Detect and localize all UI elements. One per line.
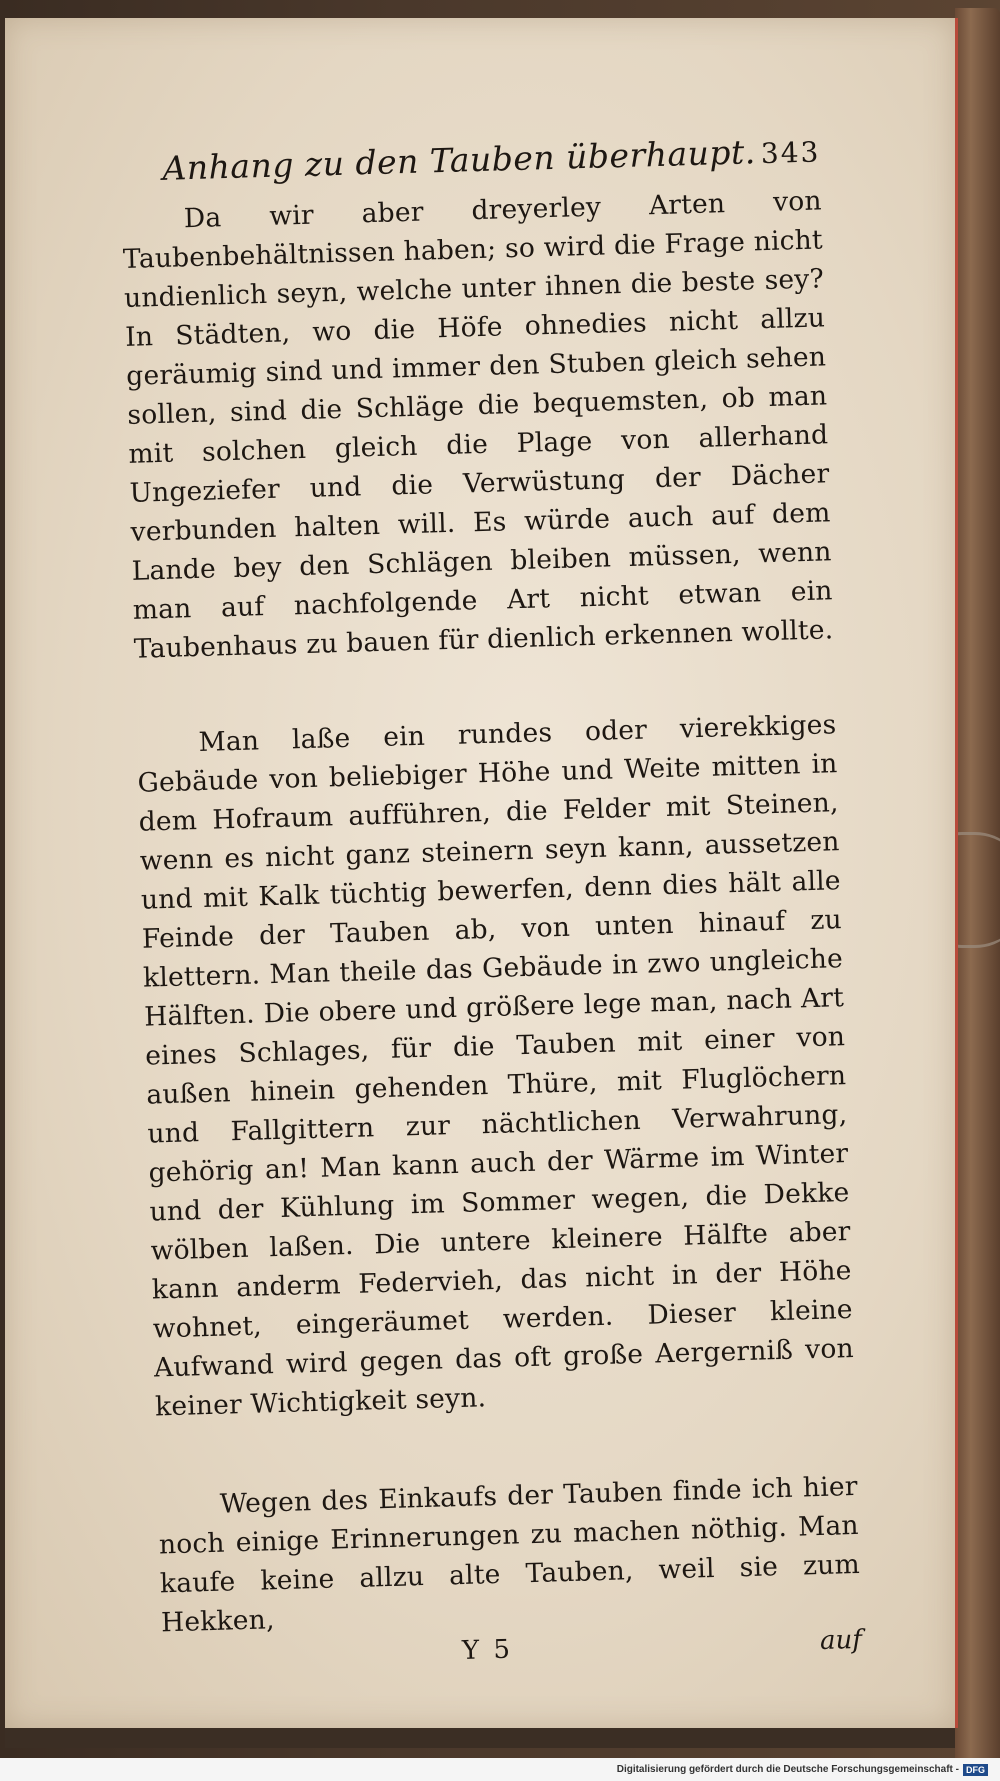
running-title: Anhang zu den Tauben überhaupt. xyxy=(161,132,757,188)
page-bottom-edge xyxy=(5,1728,955,1748)
signature-mark: Y 5 xyxy=(461,1634,514,1667)
catchword: auf xyxy=(819,1624,863,1657)
dfg-logo: DFG xyxy=(963,1764,988,1776)
digitization-footer xyxy=(0,1758,1000,1781)
paragraph-3: Wegen des Einkaufs der Tauben finde ich hier noch einige Erinnerungen zu machen nöthig. Man kaufe keine allzu alte Tauben, weil sie zum Hekken, xyxy=(158,1470,861,1639)
paragraph-1: Da wir aber dreyerley Arten von Taubenbehältnissen haben; so wird die Frage nicht undienlich seyn, welche unter ihnen die beste sey? In Städten, wo die Höfe ohnedies nicht allzu geräumig sind und immer den Stuben gleich sehen sollen, sind die Schläge die bequemsten, ob man mit solchen gleich die Plage von allerhand Ungeziefer und die Verwüstung der Dächer verbunden halten will. Es würde auch auf dem Lande bey den Schlägen bleiben müssen, wenn man auf nachfolgende Art nicht etwan ein Taubenhaus zu bauen für dienlich erkennen wollte. xyxy=(122,185,834,665)
footer-credit: Digitalisierung gefördert durch die Deutsche Forschungsgemeinschaft - xyxy=(616,1764,959,1775)
page-number: 343 xyxy=(760,135,821,171)
paragraph-2: Man laße ein rundes oder vierekkiges Gebäude von beliebiger Höhe und Weite mitten in dem Hofraum aufführen, die Felder mit Steinen, wenn es nicht ganz steinern seyn kann, aussetzen und mit Kalk tüchtig bewerfen, denn dies hält alle Feinde der Tauben ab, von unten hinauf zu klettern. Man theile das Gebäude in zwo ungleiche Hälften. Die obere und größere lege man, nach Art eines Schlages, für die Tauben mit einer von außen hinein gehenden Thüre, mit Fluglöchern und Fallgittern zur nächtlichen Verwahrung, gehörig an! Man kann auch der Wärme im Winter und der Kühlung im Sommer wegen, die Dekke wölben laßen. Die untere kleinere Hälfte aber kann anderm Federvieh, das nicht in der Höhe wohnet, eingeräumet werden. Dieser kleine Aufwand wird gegen das oft große Aergerniß von keiner Wichtigkeit seyn. xyxy=(137,709,855,1423)
page-text xyxy=(120,130,862,1674)
